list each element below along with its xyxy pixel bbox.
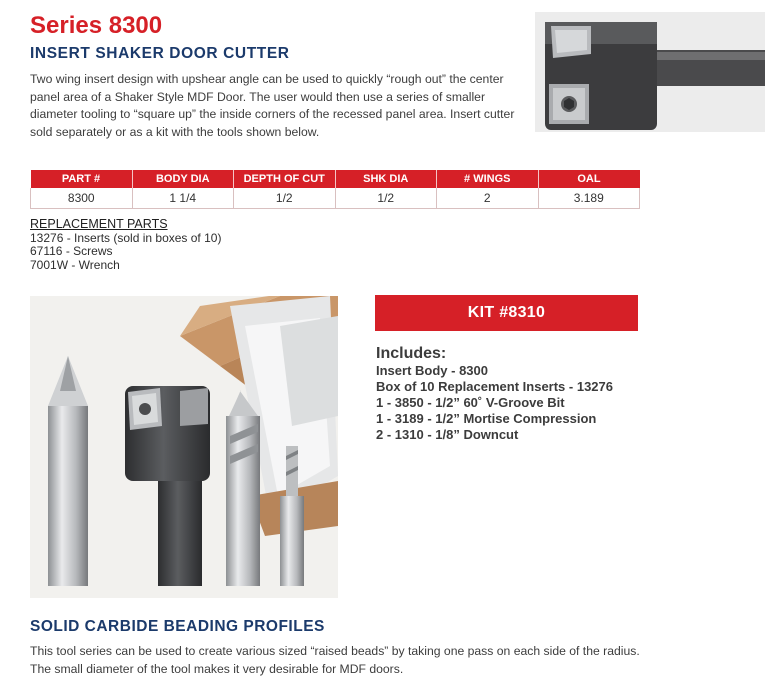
beading-section-title: SOLID CARBIDE BEADING PROFILES [30,618,325,635]
spec-cell-body-dia: 1 1/4 [132,188,234,208]
list-item: 13276 - Inserts (sold in boxes of 10) [30,230,222,245]
table-row [31,188,640,208]
spec-col-depth-of-cut: DEPTH OF CUT [234,170,336,188]
list-item: 1 - 3850 - 1/2” 60˚ V-Groove Bit [376,395,565,410]
list-item: Insert Body - 8300 [376,363,488,378]
spec-col-oal: OAL [538,170,640,188]
spec-cell-part: 8300 [31,188,133,208]
series-title: Series 8300 [30,12,163,39]
spec-table [30,170,640,209]
kit-tools-image [30,296,338,598]
spec-cell-oal: 3.189 [538,188,640,208]
kit-tools-photo [30,296,338,598]
product-subtitle: INSERT SHAKER DOOR CUTTER [30,45,290,62]
replacement-parts-heading: REPLACEMENT PARTS [30,217,168,231]
spec-cell-wings: 2 [437,188,539,208]
list-item: 7001W - Wrench [30,257,120,272]
spec-cell-shk-dia: 1/2 [335,188,437,208]
kit-banner: KIT #8310 [375,295,638,331]
list-item: 2 - 1310 - 1/8” Downcut [376,427,519,442]
spec-col-part: PART # [31,170,133,188]
insert-cutter-image [535,12,765,132]
list-item: Box of 10 Replacement Inserts - 13276 [376,379,613,394]
includes-heading: Includes: [376,345,447,362]
spec-table-header-row [31,170,640,188]
beading-description: This tool series can be used to create various sized “raised beads” by taking one pass on each side of the radius. The small diameter of the tool makes it very desirable for MDF doors. [30,644,640,676]
insert-cutter-photo [535,12,765,132]
replacement-parts [30,218,221,272]
product-description: Two wing insert design with upshear angle can be used to quickly “rough out” the center panel area of a Shaker Style MDF Door. The user would then use a series of smaller diameter tooling to “square up” the inside corners of the recessed panel area. Insert cutter sold separately or as a kit with the tools shown below. [30,72,515,139]
list-item: 67116 - Screws [30,244,113,258]
list-item: 1 - 3189 - 1/2” Mortise Compression [376,411,597,426]
spec-col-shk-dia: SHK DIA [335,170,437,188]
kit-includes [376,345,613,443]
spec-cell-depth-of-cut: 1/2 [234,188,336,208]
spec-col-wings: # WINGS [437,170,539,188]
spec-col-body-dia: BODY DIA [132,170,234,188]
